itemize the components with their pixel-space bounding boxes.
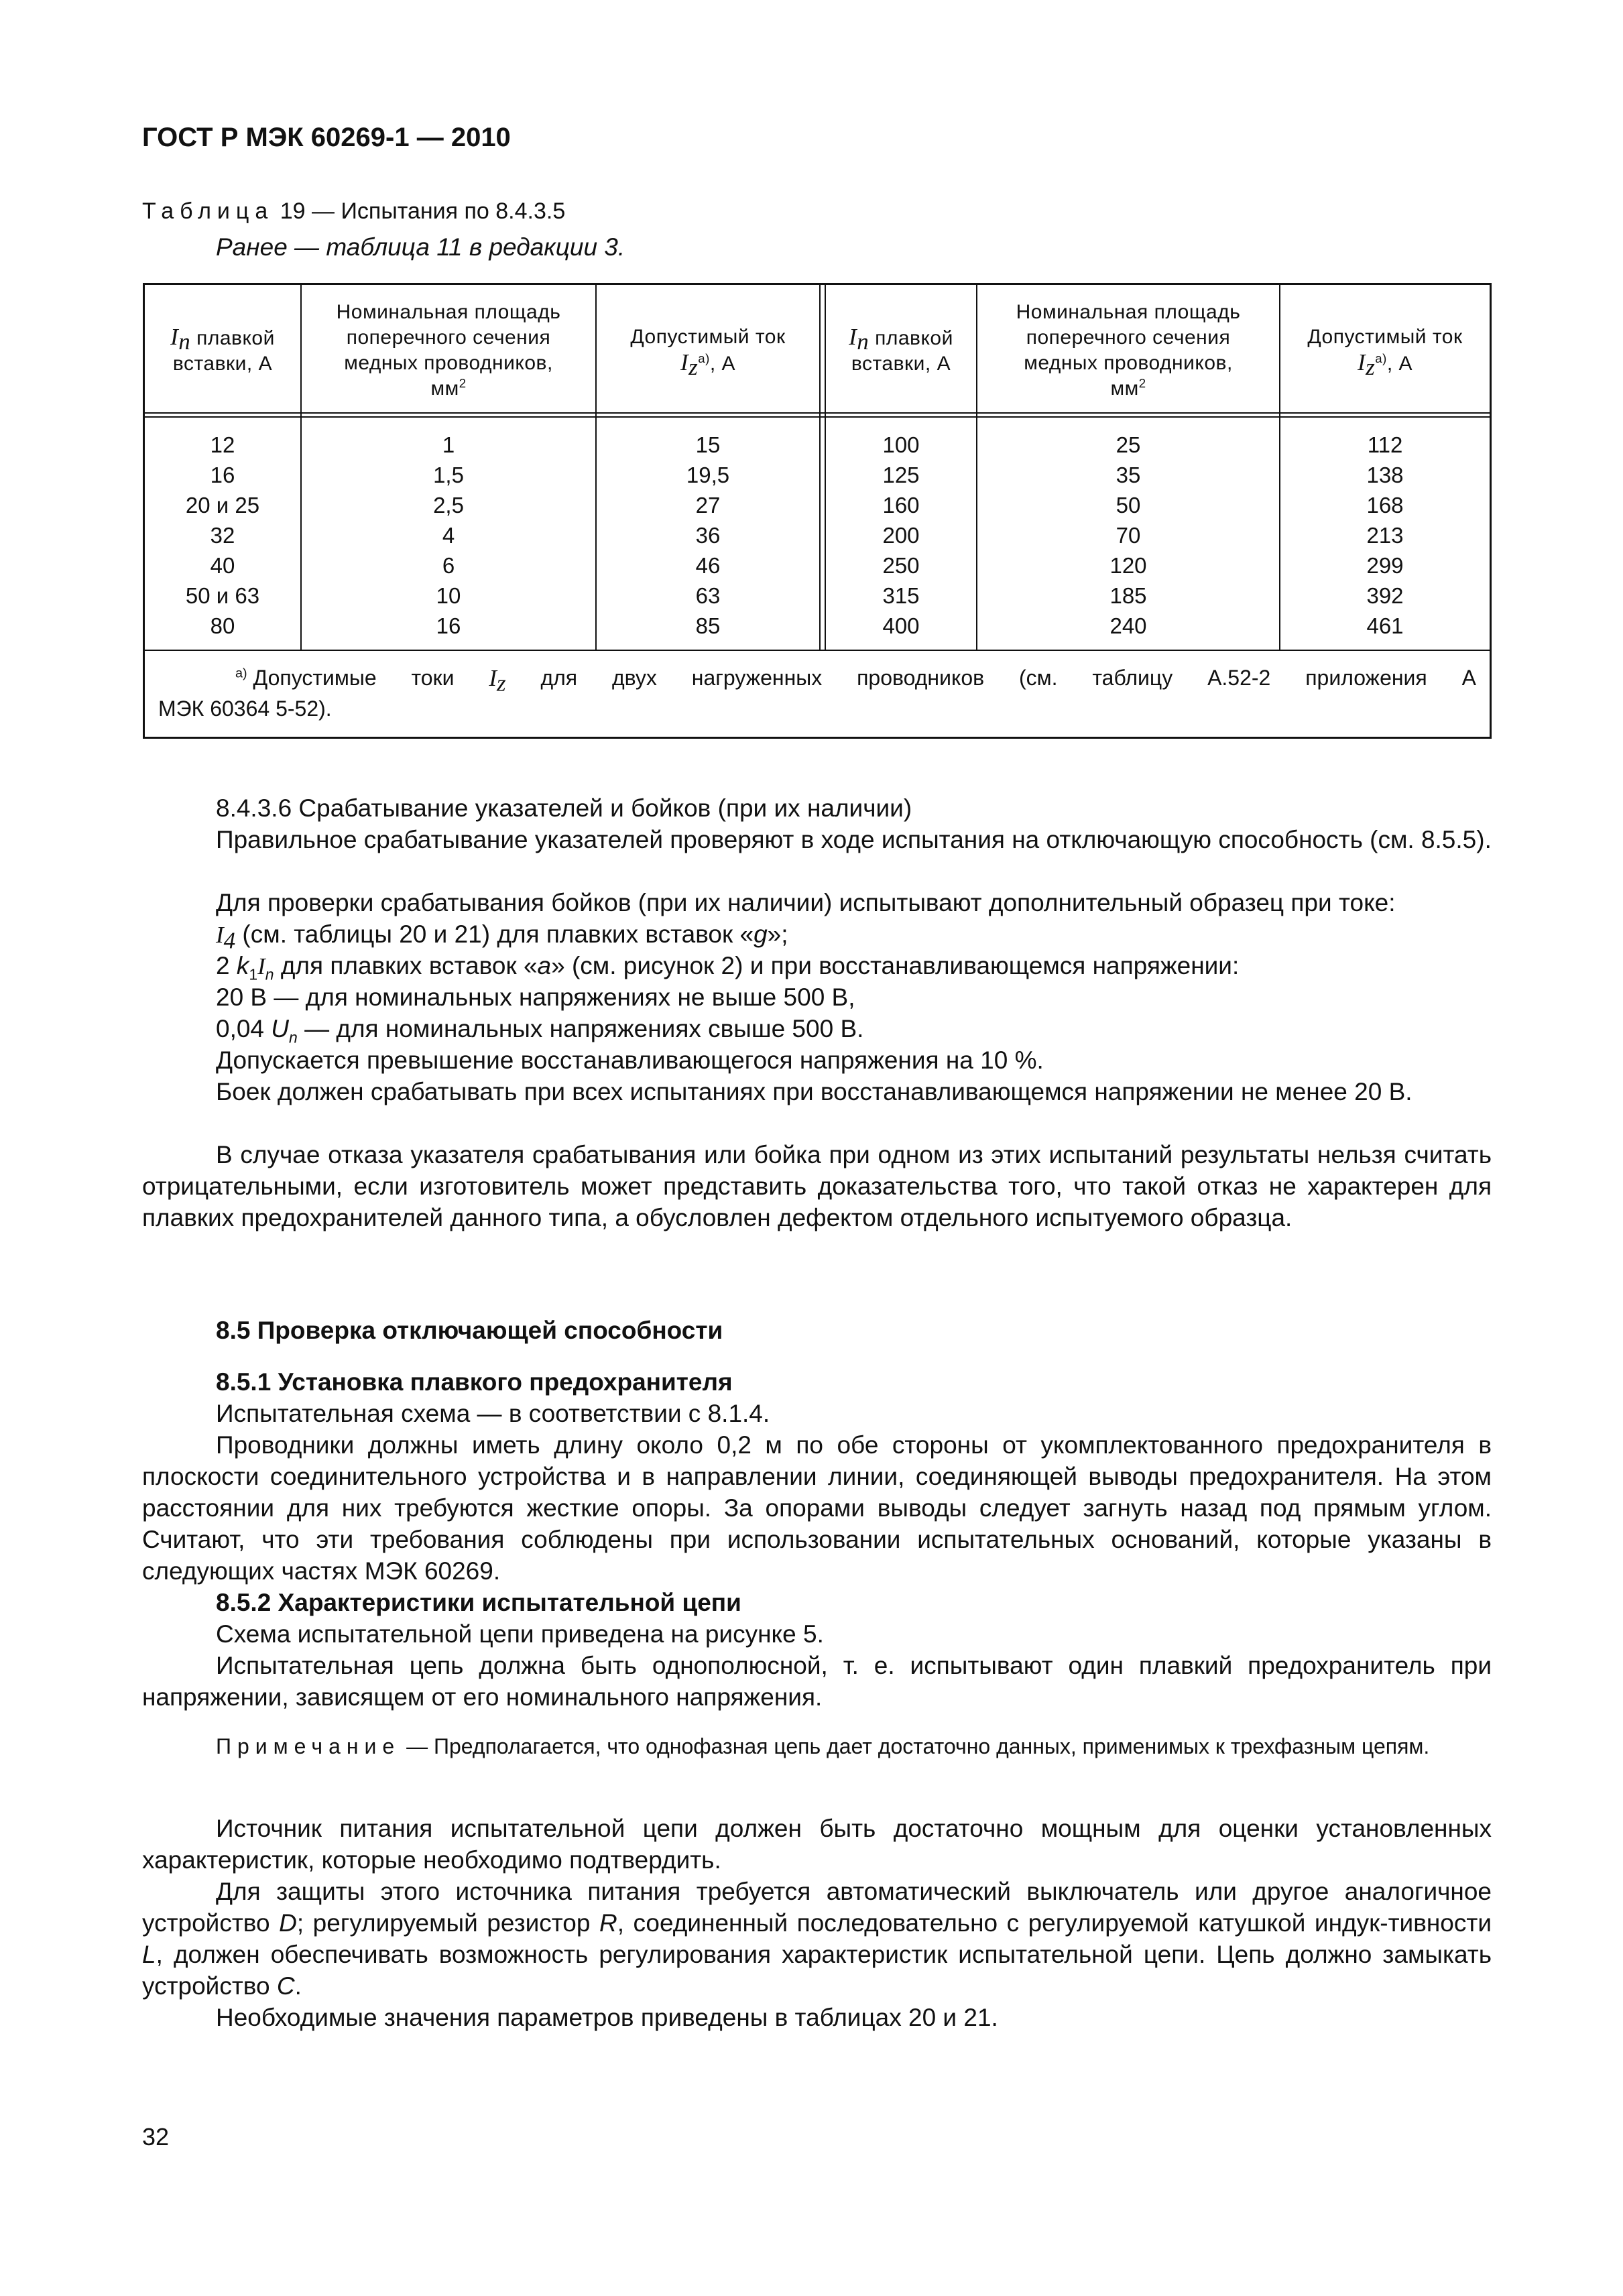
table-cell: 63	[695, 583, 721, 608]
table-cell: 50 и 63	[185, 583, 260, 608]
column-iz-left	[597, 430, 819, 641]
table-cell: 185	[1109, 583, 1147, 608]
paragraph: Для защиты этого источника питания требуется автоматический выключатель или другое аналогичное устройство D; регулируемый резистор R, соединенный последовательно с регулируемой катушкой индук-тивности L, должен обеспечивать возможность регулирования характеристик испытательной цепи. Цепь должно замыкать устройство C.	[142, 1878, 1492, 2000]
table-cell: 12	[210, 432, 235, 457]
table-cell: 19,5	[686, 463, 730, 487]
table-cell: 168	[1366, 493, 1404, 518]
table-cell: 50	[1116, 493, 1141, 518]
paragraph: 0,04 $U_n$ — для номинальных напряжениях свыше 500 В.	[216, 1015, 864, 1046]
table-cell: 112	[1367, 432, 1403, 457]
table-cell: 16	[436, 613, 461, 638]
table-cell: 70	[1116, 523, 1141, 548]
table-cell: 213	[1366, 523, 1404, 548]
table-cell: 20 и 25	[185, 493, 260, 518]
table-19	[143, 283, 1492, 739]
table-cell: 85	[695, 613, 721, 638]
note-label: Примечание	[216, 1734, 401, 1758]
table-cell: 250	[882, 553, 920, 578]
table-cell: 40	[210, 553, 235, 578]
table-cell: 100	[882, 432, 920, 457]
table-cell: 46	[695, 553, 721, 578]
paragraph: Испытательная цепь должна быть однополюсной, т. е. испытывают один плавкий предохранитель при напряжении, зависящем от его номинального напряжения.	[142, 1652, 1492, 1711]
table-cell: 461	[1366, 613, 1404, 638]
paragraph: 8.4.3.6 Срабатывание указателей и бойков (при их наличии)	[216, 794, 912, 822]
table-cell: 315	[882, 583, 920, 608]
section-heading: 8.5.1 Установка плавкого предохранителя	[216, 1368, 733, 1396]
table-caption-prefix: Таблица	[142, 198, 274, 224]
standard-header: ГОСТ Р МЭК 60269-1 — 2010	[142, 123, 511, 152]
header-divider	[145, 412, 1490, 418]
table-cell: 1,5	[433, 463, 464, 487]
table-cell: 15	[695, 432, 721, 457]
paragraph: Схема испытательной цепи приведена на рисунке 5.	[216, 1620, 824, 1648]
table-cell: 35	[1116, 463, 1141, 487]
paragraph: Проводники должны иметь длину около 0,2 м по обе стороны от укомплектованного предохранителя в плоскости соединительного устройства и в направлении линии, соединяющей выводы предохранителя. На этом расстоянии для них требуются жесткие опоры. За опорами выводы следует загнуть назад под прямым углом. Считают, что эти требования соблюдены при использовании испытательных оснований, которые указаны в следующих частях МЭК 60269.	[142, 1431, 1492, 1585]
page-number: 32	[142, 2123, 170, 2151]
paragraph: 20 В — для номинальных напряжениях не выше 500 В,	[216, 983, 855, 1011]
table-cell: 6	[442, 553, 455, 578]
table-caption	[142, 196, 565, 227]
column-in-left	[145, 430, 300, 641]
table-cell: 299	[1366, 553, 1404, 578]
table-caption-rest: 19 — Испытания по 8.4.3.5	[274, 198, 566, 224]
table-cell: 1	[442, 432, 455, 457]
table-cell: 80	[210, 613, 235, 638]
header-area-right: Номинальная площадь поперечного сечения медных проводников, $мм^2$	[1016, 301, 1241, 400]
header-iz-left: Допустимый ток $I_z^{а)}$, А	[630, 326, 786, 380]
paragraph: В случае отказа указателя срабатывания или бойка при одном из этих испытаний результаты нельзя считать отрицательными, если изготовитель может представить доказательства того, что такой отказ не характерен для плавких предохранителей данного типа, а обусловлен дефектом отдельного испытуемого образца.	[142, 1141, 1492, 1231]
table-cell: 392	[1366, 583, 1404, 608]
table-cell: 10	[436, 583, 461, 608]
paragraph: Испытательная схема — в соответствии с 8.1.4.	[216, 1400, 770, 1427]
paragraph: Правильное срабатывание указателей проверяют в ходе испытания на отключающую способность (см. 8.5.5).	[216, 826, 1492, 853]
table-cell: 160	[882, 493, 920, 518]
table-cell: 400	[882, 613, 920, 638]
table-cell: 125	[882, 463, 920, 487]
table-note: Ранее — таблица 11 в редакции 3.	[216, 233, 625, 261]
paragraph: Для проверки срабатывания бойков (при их наличии) испытывают дополнительный образец при токе:	[216, 889, 1396, 916]
section-heading: 8.5.2 Характеристики испытательной цепи	[216, 1589, 741, 1616]
header-in-right: $I_n$ плавкой вставки, А	[849, 324, 953, 375]
column-in-right	[826, 430, 976, 641]
table-cell: 25	[1116, 432, 1141, 457]
table-footnote: $^{а)}$ Допустимые токи $I_z$ для двух нагруженных проводников (см. таблицу А.52-2 приложения А МЭК 60364 5-52).	[158, 665, 1476, 721]
table-cell: 4	[442, 523, 455, 548]
header-iz-right: Допустимый ток $I_z^{а)}$, А	[1307, 326, 1463, 380]
footnote-divider	[145, 650, 1490, 651]
column-divider-double	[819, 285, 821, 650]
paragraph: $I_4$ (см. таблицы 20 и 21) для плавких вставок «g»;	[216, 920, 788, 954]
paragraph: Боек должен срабатывать при всех испытаниях при восстанавливающемся напряжении не менее 20 В.	[216, 1078, 1412, 1105]
column-iz-right	[1280, 430, 1490, 641]
column-area-right	[977, 430, 1279, 641]
table-cell: 27	[695, 493, 721, 518]
note: Примечание — Предполагается, что однофазная цепь дает достаточно данных, применимых к трехфазным цепям.	[216, 1734, 1430, 1758]
header-in-left: $I_n$ плавкой вставки, А	[170, 324, 275, 375]
table-cell: 32	[210, 523, 235, 548]
table-cell: 240	[1109, 613, 1147, 638]
paragraph: Источник питания испытательной цепи должен быть достаточно мощным для оценки установленных характеристик, которые необходимо подтвердить.	[142, 1815, 1492, 1874]
table-cell: 138	[1366, 463, 1404, 487]
table-cell: 200	[882, 523, 920, 548]
paragraph: Необходимые значения параметров приведены в таблицах 20 и 21.	[216, 2004, 998, 2031]
header-area-left: Номинальная площадь поперечного сечения медных проводников, $мм^2$	[336, 301, 561, 400]
column-area-left	[302, 430, 595, 641]
table-cell: 16	[210, 463, 235, 487]
table-cell: 36	[695, 523, 721, 548]
table-cell: 120	[1109, 553, 1147, 578]
table-cell: 2,5	[433, 493, 464, 518]
paragraph: 2 $k_1I_n$ для плавких вставок «a» (см. рисунок 2) и при восстанавливающемся напряжении:	[216, 952, 1240, 983]
paragraph: Допускается превышение восстанавливающегося напряжения на 10 %.	[216, 1046, 1044, 1074]
section-heading: 8.5 Проверка отключающей способности	[216, 1317, 723, 1344]
